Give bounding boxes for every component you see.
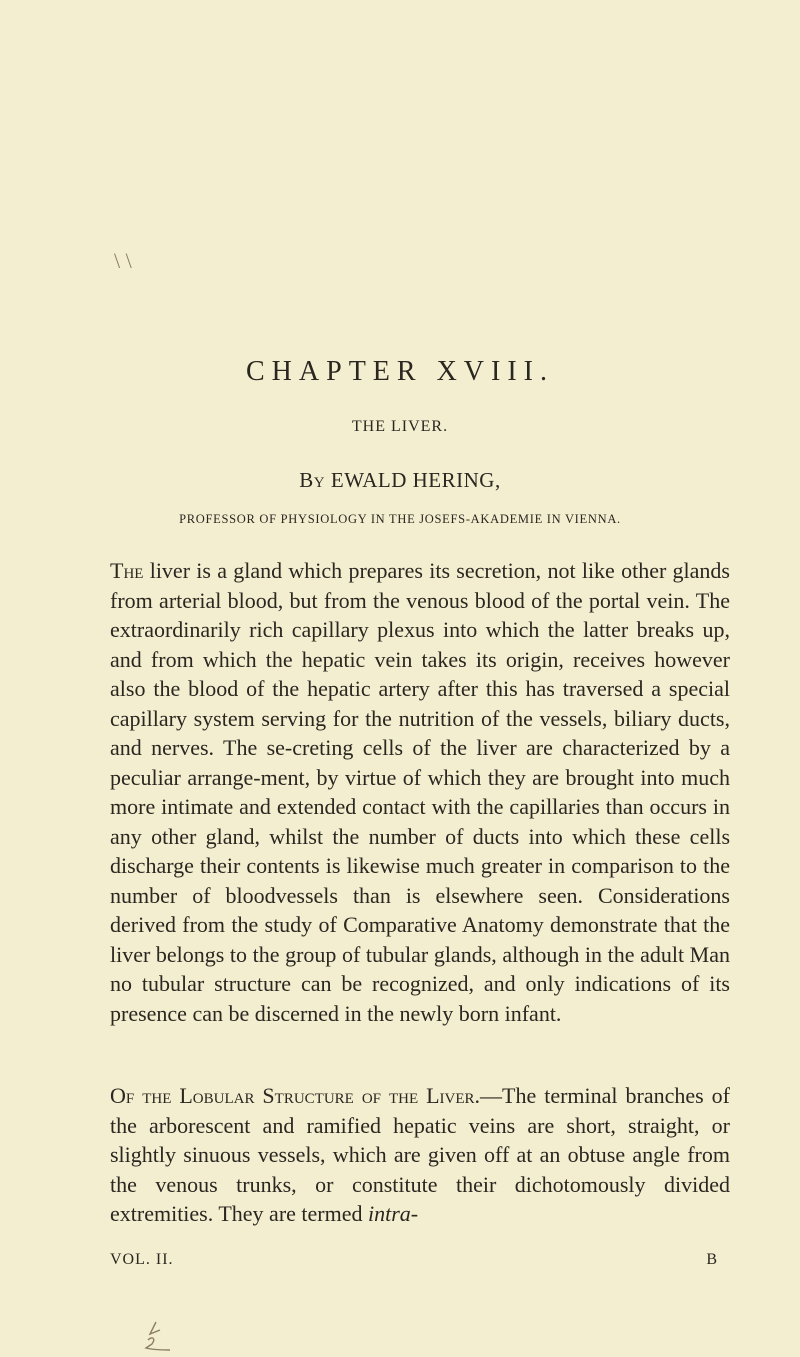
author-byline bbox=[0, 468, 800, 493]
paragraph-lead-word: The bbox=[110, 558, 144, 583]
author-name: EWALD HERING, bbox=[330, 468, 501, 492]
section-heading: Of the Lobular Structure of the Liver. bbox=[110, 1083, 481, 1108]
paragraph-intro bbox=[110, 556, 730, 1028]
chapter-subtitle: THE LIVER. bbox=[351, 418, 449, 435]
byline-prefix: By bbox=[299, 468, 326, 492]
author-affiliation: PROFESSOR OF PHYSIOLOGY IN THE JOSEFS-AKADEMIE IN VIENNA. bbox=[179, 512, 621, 526]
chapter-heading: CHAPTER XVIII. bbox=[246, 356, 554, 387]
signature-mark: B bbox=[706, 1251, 718, 1268]
volume-number: VOL. II. bbox=[110, 1251, 174, 1268]
paragraph-lobular-text: —The terminal branches of the arborescent and ramified hepatic veins are short, straight, or slightly sinuous vessels, which are given off at an obtuse angle from the venous trunks, or constitute their dichotomously divided extremities. They are termed bbox=[110, 1083, 731, 1226]
paragraph-lobular-structure bbox=[110, 1081, 730, 1229]
margin-mark-icon: \ \ bbox=[114, 248, 132, 273]
pencil-scribble-icon bbox=[140, 1318, 174, 1354]
paragraph-intro-text: liver is a gland which prepares its secretion, not like other glands from arterial blood, but from the venous blood of the portal vein. The extraordinarily rich capillary plexus into which the latter breaks up, and from which the hepatic vein takes its origin, receives however also the blood of the hepatic artery after this has traversed a special capillary system serving for the nutrition of the vessels, biliary ducts, and nerves. The se-creting cells of the liver are characterized by a peculiar arrange-ment, by virtue of which they are brought into much more intimate and extended contact with the capillaries than occurs in any other gland, whilst the number of ducts into which these cells discharge their contents is likewise much greater in comparison to the number of bloodvessels than is elsewhere seen. Considerations derived from the study of Comparative Anatomy demonstrate that the liver belongs to the group of tubular glands, although in the adult Man no tubular structure can be recognized, and only indications of its presence can be discerned in the newly born infant. bbox=[110, 558, 730, 1026]
paragraph-italic-term: intra- bbox=[367, 1201, 419, 1226]
